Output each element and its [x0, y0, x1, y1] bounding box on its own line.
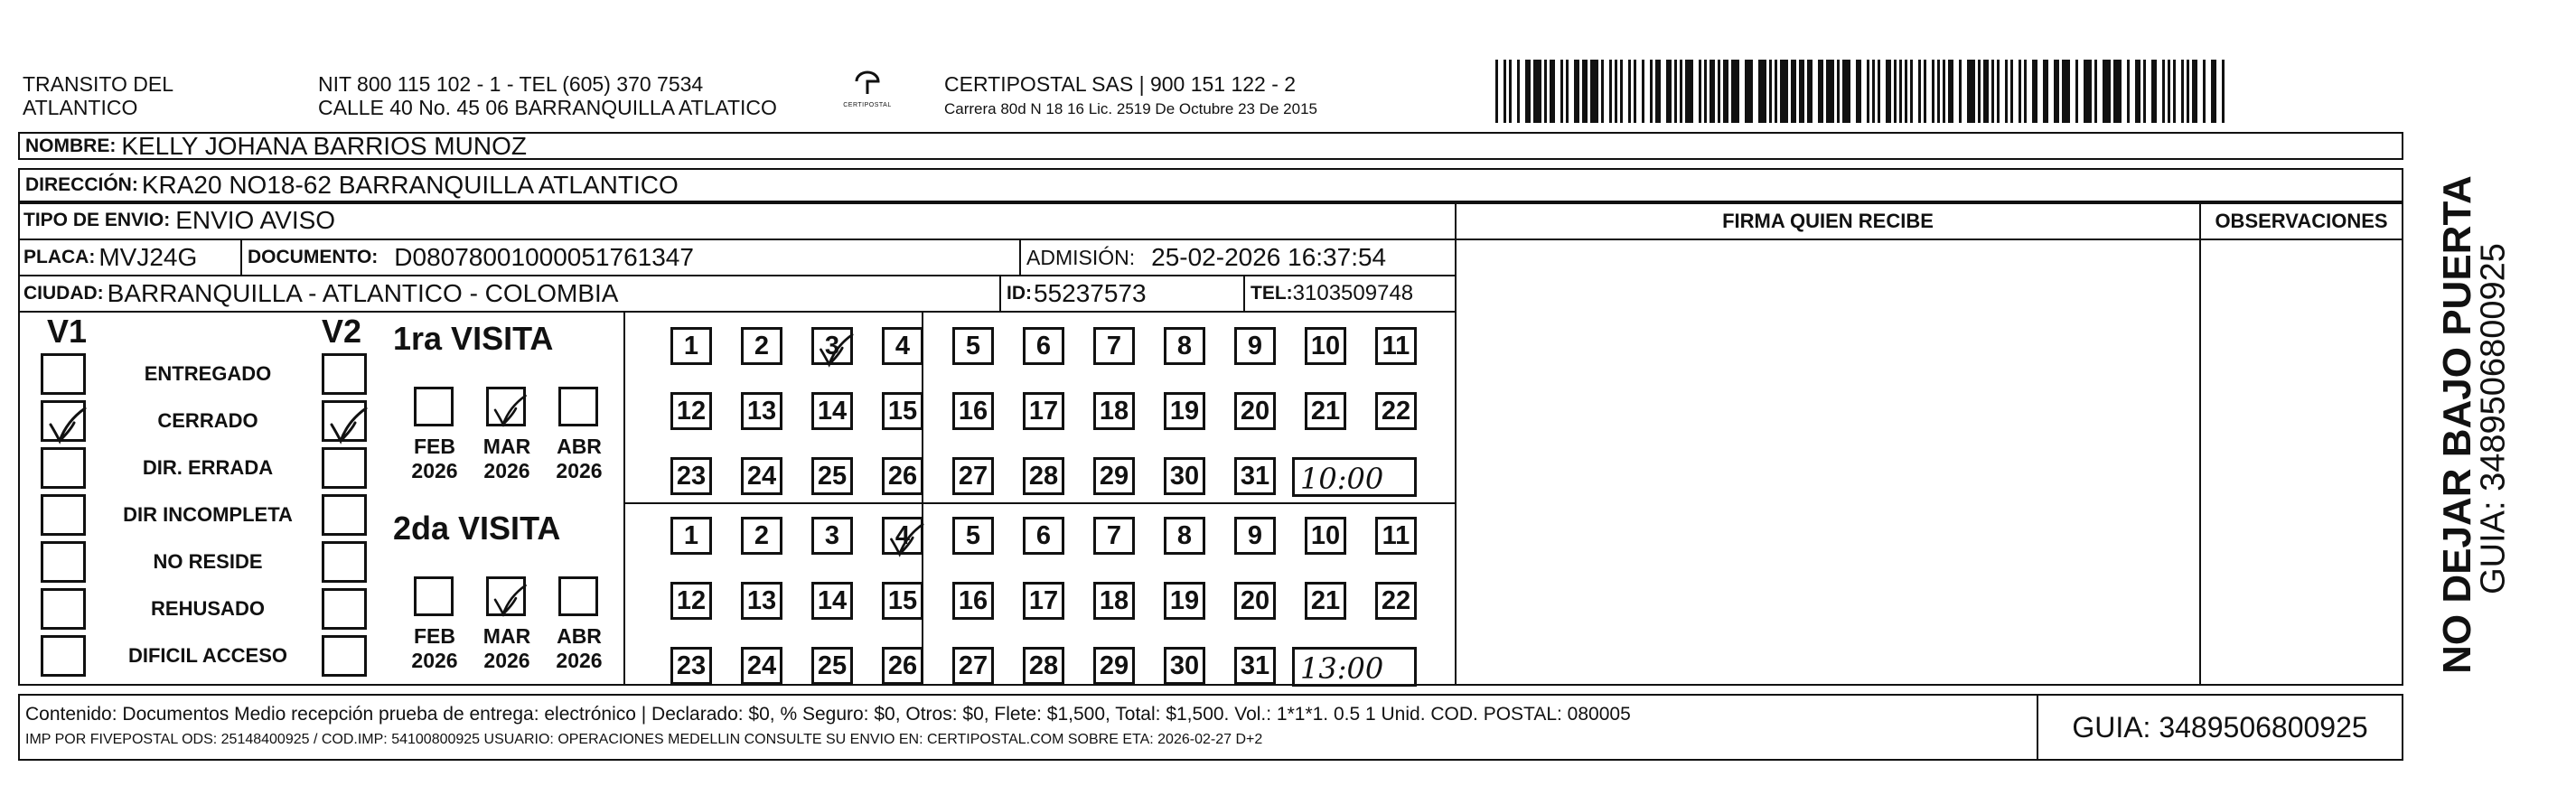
id-label: ID:	[1007, 283, 1032, 304]
direccion-label: DIRECCIÓN:	[25, 174, 138, 195]
nombre-value: KELLY JOHANA BARRIOS MUNOZ	[121, 132, 527, 160]
placa-label: PLACA:	[23, 247, 96, 267]
v2-checkbox[interactable]	[322, 400, 367, 442]
barcode-bar	[1867, 60, 1869, 123]
col-divider	[2199, 202, 2201, 686]
day-box-25[interactable]: 25	[811, 457, 853, 495]
month-name: FEB	[414, 435, 455, 458]
barcode-bar	[1560, 60, 1563, 123]
sender-line1: TRANSITO DEL	[23, 72, 173, 96]
barcode-bar	[1731, 60, 1739, 123]
barcode-bar	[1566, 60, 1569, 123]
documento-cell	[242, 240, 1021, 276]
v1-checkbox[interactable]	[41, 588, 86, 630]
status-reason-label: REHUSADO	[151, 597, 265, 620]
day-box-1[interactable]: 1	[670, 517, 712, 555]
v1-checkbox[interactable]	[41, 494, 86, 536]
v2-checkbox[interactable]	[322, 353, 367, 395]
day-box-22[interactable]: 22	[1375, 392, 1417, 430]
company-name: CERTIPOSTAL SAS | 900 151 122 - 2	[944, 72, 1297, 96]
documento-value: D08078001000051761347	[394, 243, 694, 271]
barcode-bar	[1666, 60, 1672, 123]
ciudad-label: CIUDAD:	[23, 283, 104, 304]
status-reason-label: NO RESIDE	[153, 550, 263, 573]
status-reason-label: CERRADO	[157, 409, 258, 432]
month-checkbox[interactable]	[558, 576, 598, 616]
month-year: 2026	[411, 649, 458, 672]
month-checkbox[interactable]	[486, 576, 526, 616]
barcode-bar	[2043, 60, 2048, 123]
month-year: 2026	[556, 649, 603, 672]
tel-cell	[1245, 276, 1457, 313]
barcode-bar	[1807, 60, 1813, 123]
day-box-4[interactable]: 4	[882, 517, 923, 555]
barcode-bar	[1590, 60, 1598, 123]
day-box-30[interactable]: 30	[1164, 647, 1205, 685]
day-box-22[interactable]: 22	[1375, 582, 1417, 620]
direccion-value: KRA20 NO18-62 BARRANQUILLA ATLANTICO	[141, 171, 679, 199]
firma-header: FIRMA QUIEN RECIBE	[1722, 210, 1934, 232]
status-reason-label: ENTREGADO	[144, 362, 272, 385]
handwritten-time-box[interactable]	[1292, 457, 1417, 497]
barcode-bar	[1642, 60, 1644, 123]
handwritten-check-mark	[324, 403, 370, 444]
month-label	[479, 435, 535, 483]
barcode-bar	[1894, 60, 1897, 123]
day-box-1[interactable]: 1	[670, 327, 712, 365]
barcode-bar	[2113, 60, 2122, 123]
barcode-bar	[2151, 60, 2157, 123]
handwritten-time: 10:00	[1300, 462, 1384, 496]
footer-imp: IMP POR FIVEPOSTAL ODS: 25148400925 / COD.IMP: 54100800925 USUARIO: OPERACIONES MEDELLIN CONSULTE SU ENVIO EN: CERTIPOSTAL.COM SOBRE ETA: 2026-02-27 D+2	[25, 732, 1263, 747]
day-box-24[interactable]: 24	[741, 647, 782, 685]
barcode-bar	[1710, 60, 1715, 123]
barcode-bar	[1943, 60, 1945, 123]
barcode-bar	[1878, 60, 1880, 123]
day-box-16[interactable]: 16	[952, 392, 994, 430]
day-box-31[interactable]: 31	[1234, 647, 1276, 685]
barcode-bar	[1948, 60, 1953, 123]
barcode-bar	[2211, 60, 2216, 123]
barcode-bar	[1910, 60, 1913, 123]
barcode-bar	[2192, 60, 2197, 123]
barcode-bar	[1758, 60, 1766, 123]
barcode	[1495, 60, 2227, 123]
month-name: MAR	[482, 435, 531, 458]
barcode-bar	[1978, 60, 1981, 123]
barcode-bar	[2168, 60, 2170, 123]
handwritten-check-mark	[814, 330, 856, 368]
month-name: ABR	[557, 435, 602, 458]
day-box-12[interactable]: 12	[670, 582, 712, 620]
month-name: ABR	[557, 624, 602, 648]
barcode-bar	[1601, 60, 1604, 123]
barcode-bar	[1699, 60, 1701, 123]
observations-area[interactable]	[2203, 242, 2400, 683]
sender-address: CALLE 40 No. 45 06 BARRANQUILLA ATLATICO	[318, 96, 777, 119]
admision-label: ADMISIÓN:	[1026, 245, 1136, 269]
company-license: Carrera 80d N 18 16 Lic. 2519 De Octubre 23 De 2015	[944, 100, 1317, 117]
day-box-6[interactable]: 6	[1023, 517, 1064, 555]
tipo-value: ENVIO AVISO	[175, 206, 336, 234]
month-label	[479, 624, 535, 673]
v1-checkbox[interactable]	[41, 447, 86, 489]
v2-checkbox[interactable]	[322, 588, 367, 630]
v1-checkbox[interactable]	[41, 353, 86, 395]
barcode-bar	[1899, 60, 1902, 123]
barcode-bar	[1775, 60, 1777, 123]
admision-value: 25-02-2026 16:37:54	[1151, 243, 1387, 271]
barcode-bar	[1937, 60, 1940, 123]
barcode-bar	[2135, 60, 2140, 123]
day-box-29[interactable]: 29	[1093, 647, 1135, 685]
day-box-10[interactable]: 10	[1305, 327, 1346, 365]
day-box-18[interactable]: 18	[1093, 582, 1135, 620]
barcode-bar	[1983, 60, 1989, 123]
v2-label: V2	[322, 313, 362, 350]
barcode-bar	[1704, 60, 1707, 123]
day-box-19[interactable]: 19	[1164, 582, 1205, 620]
barcode-bar	[1609, 60, 1612, 123]
day-box-21[interactable]: 21	[1305, 392, 1346, 430]
day-box-10[interactable]: 10	[1305, 517, 1346, 555]
nombre-row	[18, 132, 2403, 160]
v2-checkbox[interactable]	[322, 494, 367, 536]
visit-divider	[623, 313, 625, 686]
barcode-bar	[1544, 60, 1547, 123]
barcode-bar	[1628, 60, 1631, 123]
side-guia: GUIA: 3489506800925	[2474, 243, 2513, 594]
day-box-14[interactable]: 14	[811, 392, 853, 430]
barcode-bar	[1533, 60, 1541, 123]
barcode-bar	[2203, 60, 2206, 123]
month-label	[551, 435, 607, 483]
month-year: 2026	[483, 459, 530, 482]
day-box-17[interactable]: 17	[1023, 392, 1064, 430]
nombre-label: NOMBRE:	[25, 135, 117, 156]
barcode-bar	[1745, 60, 1753, 123]
visit-title: 2da VISITA	[393, 510, 561, 547]
day-box-28[interactable]: 28	[1023, 457, 1064, 495]
barcode-bar	[1620, 60, 1623, 123]
day-box-26[interactable]: 26	[882, 457, 923, 495]
day-box-8[interactable]: 8	[1164, 517, 1205, 555]
day-box-27[interactable]: 27	[952, 647, 994, 685]
footer-guia: GUIA: 3489506800925	[2072, 710, 2368, 744]
month-label	[407, 435, 463, 483]
day-box-2[interactable]: 2	[741, 517, 782, 555]
day-box-9[interactable]: 9	[1234, 327, 1276, 365]
day-box-7[interactable]: 7	[1093, 517, 1135, 555]
barcode-bar	[2032, 60, 2037, 123]
month-name: FEB	[414, 624, 455, 648]
barcode-bar	[1842, 60, 1850, 123]
day-box-4[interactable]: 4	[882, 327, 923, 365]
barcode-bar	[2173, 60, 2176, 123]
barcode-bar	[1680, 60, 1682, 123]
month-name: MAR	[482, 624, 531, 648]
barcode-bar	[1886, 60, 1891, 123]
handwritten-check-mark	[885, 519, 926, 557]
day-box-11[interactable]: 11	[1375, 517, 1417, 555]
barcode-bar	[1799, 60, 1804, 123]
barcode-bar	[1718, 60, 1720, 123]
barcode-bar	[2075, 60, 2078, 123]
day-box-6[interactable]: 6	[1023, 327, 1064, 365]
company-logo: CERTIPOSTAL	[842, 70, 893, 108]
placa-value: MVJ24G	[98, 243, 198, 271]
visit-divider	[922, 313, 923, 686]
barcode-bar	[1991, 60, 1994, 123]
month-checkbox[interactable]	[414, 387, 454, 426]
barcode-bar	[2054, 60, 2059, 123]
v2-checkbox[interactable]	[322, 447, 367, 489]
day-box-8[interactable]: 8	[1164, 327, 1205, 365]
barcode-bar	[2143, 60, 2146, 123]
row-divider	[1457, 239, 2402, 240]
month-year: 2026	[556, 459, 603, 482]
v1-checkbox[interactable]	[41, 635, 86, 677]
barcode-bar	[2103, 60, 2111, 123]
barcode-bar	[2162, 60, 2165, 123]
barcode-bar	[1634, 60, 1636, 123]
status-reason-label: DIFICIL ACCESO	[127, 644, 287, 667]
barcode-bar	[1872, 60, 1875, 123]
handwritten-check-mark	[489, 389, 529, 429]
day-box-24[interactable]: 24	[741, 457, 782, 495]
direccion-row	[18, 168, 2403, 202]
barcode-bar	[1856, 60, 1861, 123]
barcode-bar	[1924, 60, 1926, 123]
barcode-bar	[2062, 60, 2070, 123]
barcode-bar	[1837, 60, 1840, 123]
barcode-bar	[1932, 60, 1934, 123]
footer-contenido: Contenido: Documentos Medio recepción prueba de entrega: electrónico | Declarado: $0, % Seguro: $0, Otros: $0, Flete: $1,500, Total: $1,500. Vol.: 1*1*1. 0.5 1 Unid. COD. POSTAL: 080005	[25, 704, 1631, 725]
handwritten-check-mark	[489, 579, 529, 619]
barcode-bar	[2127, 60, 2130, 123]
admision-cell	[1021, 240, 1457, 276]
day-box-13[interactable]: 13	[741, 392, 782, 430]
barcode-bar	[2019, 60, 2021, 123]
barcode-bar	[1918, 60, 1921, 123]
day-box-3[interactable]: 3	[811, 517, 853, 555]
barcode-bar	[1650, 60, 1653, 123]
barcode-bar	[1495, 60, 1498, 123]
day-box-3[interactable]: 3	[811, 327, 853, 365]
logo-icon	[851, 70, 884, 98]
day-box-21[interactable]: 21	[1305, 582, 1346, 620]
barcode-bar	[1997, 60, 2000, 123]
barcode-bar	[1509, 60, 1512, 123]
day-box-5[interactable]: 5	[952, 517, 994, 555]
day-box-15[interactable]: 15	[882, 582, 923, 620]
barcode-bar	[1503, 60, 1506, 123]
barcode-bar	[1582, 60, 1588, 123]
barcode-bar	[2187, 60, 2189, 123]
handwritten-time-box[interactable]	[1292, 647, 1417, 687]
v1-checkbox[interactable]	[41, 541, 86, 583]
day-box-27[interactable]: 27	[952, 457, 994, 495]
v2-checkbox[interactable]	[322, 635, 367, 677]
day-box-30[interactable]: 30	[1164, 457, 1205, 495]
sender-line2: ATLANTICO	[23, 96, 138, 119]
id-value: 55237573	[1034, 279, 1147, 307]
signature-area[interactable]	[1458, 242, 2197, 683]
barcode-bar	[1517, 60, 1520, 123]
barcode-bar	[1967, 60, 1975, 123]
ciudad-cell	[18, 276, 1001, 313]
handwritten-check-mark	[43, 403, 89, 444]
v1-checkbox[interactable]	[41, 400, 86, 442]
barcode-bar	[1769, 60, 1772, 123]
sender-name	[23, 72, 173, 119]
barcode-bar	[1525, 60, 1531, 123]
day-box-16[interactable]: 16	[952, 582, 994, 620]
day-box-19[interactable]: 19	[1164, 392, 1205, 430]
v1-label: V1	[47, 313, 88, 350]
barcode-bar	[2084, 60, 2092, 123]
day-box-11[interactable]: 11	[1375, 327, 1417, 365]
tel-label: TEL:	[1251, 283, 1293, 304]
status-reason-label: DIR INCOMPLETA	[123, 503, 293, 526]
status-reason-label: DIR. ERRADA	[142, 456, 274, 479]
tipo-label: TIPO DE ENVIO:	[23, 210, 171, 230]
placa-cell	[18, 240, 242, 276]
documento-label: DOCUMENTO:	[248, 247, 379, 267]
day-box-12[interactable]: 12	[670, 392, 712, 430]
day-box-23[interactable]: 23	[670, 457, 712, 495]
barcode-bar	[1780, 60, 1788, 123]
barcode-bar	[1818, 60, 1823, 123]
barcode-bar	[1550, 60, 1555, 123]
v2-checkbox[interactable]	[322, 541, 367, 583]
barcode-bar	[1615, 60, 1617, 123]
barcode-bar	[1791, 60, 1796, 123]
sender-contact	[318, 72, 777, 119]
month-label	[407, 624, 463, 673]
day-box-23[interactable]: 23	[670, 647, 712, 685]
day-box-18[interactable]: 18	[1093, 392, 1135, 430]
observaciones-header: OBSERVACIONES	[2215, 210, 2388, 232]
id-cell	[1001, 276, 1245, 313]
ciudad-value: BARRANQUILLA - ATLANTICO - COLOMBIA	[107, 279, 619, 307]
barcode-bar	[2094, 60, 2097, 123]
barcode-bar	[1723, 60, 1728, 123]
barcode-bar	[1826, 60, 1834, 123]
barcode-bar	[1905, 60, 1907, 123]
day-box-20[interactable]: 20	[1234, 392, 1276, 430]
sender-nit: NIT 800 115 102 - 1 - TEL (605) 370 7534	[318, 72, 704, 96]
visit-row-divider	[623, 502, 1457, 504]
side-panel	[2403, 163, 2548, 674]
barcode-bar	[1574, 60, 1579, 123]
day-box-29[interactable]: 29	[1093, 457, 1135, 495]
company-info	[944, 72, 1317, 121]
month-year: 2026	[411, 459, 458, 482]
barcode-bar	[1685, 60, 1693, 123]
day-box-13[interactable]: 13	[741, 582, 782, 620]
month-checkbox[interactable]	[414, 576, 454, 616]
day-box-9[interactable]: 9	[1234, 517, 1276, 555]
barcode-bar	[2222, 60, 2225, 123]
month-checkbox[interactable]	[486, 387, 526, 426]
barcode-bar	[2005, 60, 2008, 123]
barcode-bar	[1959, 60, 1962, 123]
visit-title: 1ra VISITA	[393, 320, 554, 357]
tipo-row	[18, 202, 1457, 240]
barcode-bar	[2010, 60, 2013, 123]
barcode-bar	[2024, 60, 2027, 123]
barcode-bar	[1674, 60, 1677, 123]
day-box-31[interactable]: 31	[1234, 457, 1276, 495]
day-box-2[interactable]: 2	[741, 327, 782, 365]
month-checkbox[interactable]	[558, 387, 598, 426]
barcode-bar	[1655, 60, 1661, 123]
day-box-20[interactable]: 20	[1234, 582, 1276, 620]
month-year: 2026	[483, 649, 530, 672]
status-section	[18, 313, 1457, 686]
day-box-14[interactable]: 14	[811, 582, 853, 620]
day-box-28[interactable]: 28	[1023, 647, 1064, 685]
day-box-7[interactable]: 7	[1093, 327, 1135, 365]
day-box-17[interactable]: 17	[1023, 582, 1064, 620]
month-label	[551, 624, 607, 673]
day-box-15[interactable]: 15	[882, 392, 923, 430]
tel-value: 3103509748	[1292, 281, 1414, 305]
day-box-25[interactable]: 25	[811, 647, 853, 685]
handwritten-time: 13:00	[1300, 651, 1384, 686]
day-box-26[interactable]: 26	[882, 647, 923, 685]
side-warning: NO DEJAR BAJO PUERTA	[2435, 175, 2479, 674]
barcode-bar	[2181, 60, 2184, 123]
day-box-5[interactable]: 5	[952, 327, 994, 365]
